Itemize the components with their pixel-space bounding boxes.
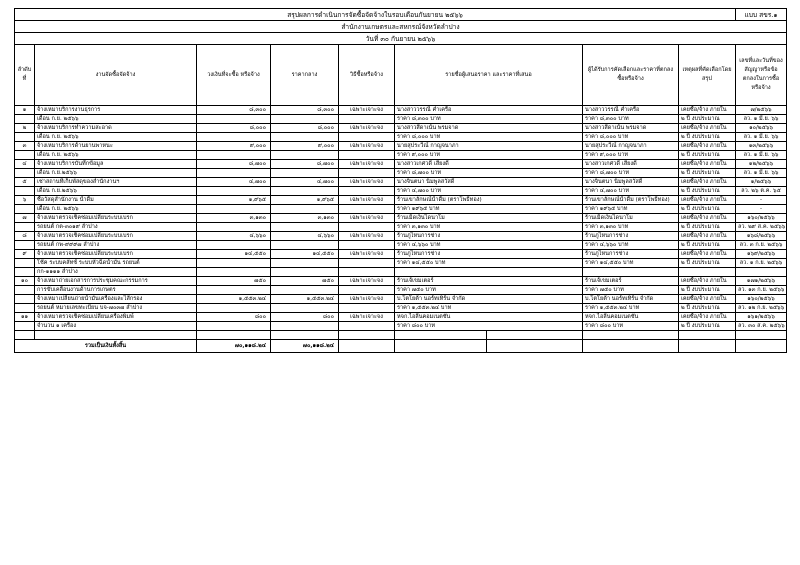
row-number: ๘	[15, 232, 35, 241]
bidder-cell: ราคา ๑,๕๕๓.๒๔ บาท	[395, 304, 583, 313]
table-row	[15, 187, 787, 196]
bidder-cell: หจก.ไอลีนคอมเนตชั่น	[395, 313, 583, 322]
median-price-cell: ๑,๕๕๓.๒๔	[271, 295, 339, 304]
median-price-cell: ๔,๗๐๐	[271, 178, 339, 187]
budget-cell: ๗๕๐	[197, 277, 271, 286]
bidder-cell: นางสาวเกศวดี เสียงดี	[395, 160, 583, 169]
blank-row	[15, 331, 787, 340]
budget-cell	[197, 187, 271, 196]
work-description: จ้างเหมาบริการทำความสะอาด	[35, 124, 197, 133]
budget-cell: ๔,๖๖๐	[197, 232, 271, 241]
budget-cell	[197, 304, 271, 313]
bidder-cell: ราคา ๘๐๐ บาท	[395, 322, 583, 331]
method-cell: เฉพาะเจาะจง	[339, 295, 395, 304]
bidder-cell: นายสุประวีณ์ กาญจนาภา	[395, 142, 583, 151]
contract-cell: ลว. ๑๒ ก.ย. ๒๕๖๖	[736, 304, 787, 313]
table-row	[15, 322, 787, 331]
reason-cell: ๒ ปี งบประมาณ	[679, 169, 736, 178]
winner-cell: ราคา ๗๕๐ บาท	[583, 286, 679, 295]
table-row	[15, 232, 787, 241]
contract-cell: -	[736, 196, 787, 205]
reason-cell: ๒ ปี งบประมาณ	[679, 304, 736, 313]
contract-cell: ๑๓/๒๕๖๖	[736, 142, 787, 151]
bidder-cell: ราคา ๑๙๖๕ บาท	[395, 205, 583, 214]
contract-cell: ๑๐/๒๕๖๖	[736, 124, 787, 133]
budget-cell: ๑,๙๖๕	[197, 196, 271, 205]
winner-cell: ราคา ๘,๓๐๐ บาท	[583, 115, 679, 124]
winner-cell: ราคา ๓,๑๓๐ บาท	[583, 223, 679, 232]
method-cell	[339, 133, 395, 142]
reason-cell: เคยซื้อ/จ้าง ภายใน	[679, 295, 736, 304]
budget-cell	[197, 322, 271, 331]
row-number: ๖	[15, 196, 35, 205]
row-number: ๑๐	[15, 277, 35, 286]
table-row	[15, 277, 787, 286]
bidder-cell: ร้านเจ้เขมเตอร์	[395, 277, 583, 286]
method-cell: เฉพาะเจาะจง	[339, 178, 395, 187]
table-row	[15, 250, 787, 259]
method-cell: เฉพาะเจาะจง	[339, 196, 395, 205]
form-code: แบบ สขร.๑	[736, 9, 787, 21]
reason-cell: เคยซื้อ/จ้าง ภายใน	[679, 178, 736, 187]
row-number	[15, 115, 35, 124]
median-price-cell: ๙,๐๐๐	[271, 142, 339, 151]
reason-cell: เคยซื้อ/จ้าง ภายใน	[679, 196, 736, 205]
table-row	[15, 241, 787, 250]
contract-cell: ๑๖๐/๒๕๖๖	[736, 295, 787, 304]
empty-cell	[15, 331, 35, 340]
empty-cell	[339, 340, 395, 353]
method-cell: เฉพาะเจาะจง	[339, 313, 395, 322]
row-number	[15, 223, 35, 232]
median-price-cell	[271, 187, 339, 196]
method-cell: เฉพาะเจาะจง	[339, 214, 395, 223]
contract-cell: ลว. ๒๙ ส.ค. ๒๕๖๖	[736, 223, 787, 232]
winner-cell: นางจินตนา นิ่มพูลสวัสดิ์	[583, 178, 679, 187]
bidder-cell: ราคา ๓,๑๓๐ บาท	[395, 223, 583, 232]
bidder-cell: นางจินตนา นิ่มพูลสวัสดิ์	[395, 178, 583, 187]
budget-cell	[197, 259, 271, 268]
bidder-cell: ราคา ๘,๗๐๐ บาท	[395, 169, 583, 178]
procurement-table	[14, 8, 787, 353]
office-name: สำนักงานเกษตรและสหกรณ์จังหวัดลำปาง	[15, 21, 787, 33]
work-description: เดือน ก.ย. ๒๕๖๖	[35, 205, 197, 214]
median-price-cell	[271, 259, 339, 268]
table-row	[15, 313, 787, 322]
winner-cell: ราคา ๘,๐๐๐ บาท	[583, 133, 679, 142]
median-price-cell	[271, 133, 339, 142]
winner-cell: นายสุประวีณ์ กาญจนาภา	[583, 142, 679, 151]
col-header-work: งานจัดซื้อจัดจ้าง	[35, 45, 197, 106]
bidder-cell: นางสาวสีดาเน้น พรมจาด	[395, 124, 583, 133]
method-cell: เฉพาะเจาะจง	[339, 250, 395, 259]
total-budget: ๗๐,๑๑๘.๒๔	[197, 340, 271, 353]
row-number: ๕	[15, 178, 35, 187]
method-cell	[339, 304, 395, 313]
total-median: ๗๐,๑๑๘.๒๔	[271, 340, 339, 353]
method-cell: เฉพาะเจาะจง	[339, 160, 395, 169]
work-description: เดือน ก.ย. ๒๕๖๖	[35, 115, 197, 124]
work-description: รถยนต์ กต-๓๐๑๙ ลำปาง	[35, 223, 197, 232]
budget-cell: ๘,๓๐๐	[197, 106, 271, 115]
work-description: จ้างเหมาตรวจเช็คซ่อมเปลี่ยนระบบเบรก	[35, 250, 197, 259]
median-price-cell: ๔,๖๖๐	[271, 232, 339, 241]
median-price-cell: ๗๕๐	[271, 277, 339, 286]
table-row	[15, 124, 787, 133]
empty-cell	[583, 331, 679, 340]
median-price-cell	[271, 205, 339, 214]
winner-cell	[583, 268, 679, 277]
median-price-cell: ๘,๗๐๐	[271, 160, 339, 169]
work-description: จ้างเหมาตรวจเช็คซ่อมเปลี่ยนระบบเบรก	[35, 214, 197, 223]
budget-cell: ๑๔,๕๕๐	[197, 250, 271, 259]
row-number: ๙	[15, 250, 35, 259]
median-price-cell	[271, 268, 339, 277]
method-cell	[339, 322, 395, 331]
work-description: รถยนต์ กพ-๙๙๙๗ ลำปาง	[35, 241, 197, 250]
contract-cell: ลว. ๑ ก.ย. ๒๕๖๖	[736, 259, 787, 268]
method-cell: เฉพาะเจาะจง	[339, 232, 395, 241]
contract-cell: ลว. ๑๓ ก.ย. ๒๕๖๖	[736, 286, 787, 295]
work-description: การขับเคลื่อนงานด้านการเกษตร	[35, 286, 197, 295]
table-row	[15, 205, 787, 214]
budget-cell	[197, 268, 271, 277]
work-description: รถยนต์ หมายเลขทะเบียน บจ-๗๐๓๗ ลำปาง	[35, 304, 197, 313]
reason-cell: ๒ ปี งบประมาณ	[679, 133, 736, 142]
row-number	[15, 286, 35, 295]
reason-cell: เคยซื้อ/จ้าง ภายใน	[679, 214, 736, 223]
winner-cell: ราคา ๑๙๖๕ บาท	[583, 205, 679, 214]
budget-cell	[197, 133, 271, 142]
table-row	[15, 169, 787, 178]
budget-cell: ๘,๐๐๐	[197, 124, 271, 133]
method-cell	[339, 286, 395, 295]
empty-cell	[736, 331, 787, 340]
contract-cell: ลว. ๑ มี.ย. ๖๖	[736, 169, 787, 178]
contract-cell: ลว. ๑ มี.ย. ๖๖	[736, 151, 787, 160]
budget-cell: ๔,๗๐๐	[197, 178, 271, 187]
method-cell	[339, 223, 395, 232]
contract-cell	[736, 268, 787, 277]
col-header-reason: เหตุผลที่คัดเลือกโดยสรุป	[679, 45, 736, 106]
empty-cell	[197, 331, 271, 340]
reason-cell: ๒ ปี งบประมาณ	[679, 187, 736, 196]
budget-cell: ๘,๗๐๐	[197, 160, 271, 169]
empty-cell	[271, 331, 339, 340]
work-description: เดือน ก.ย. ๒๕๖๖	[35, 133, 197, 142]
table-row	[15, 106, 787, 115]
work-description: จ้างเหมาตรวจเช็คซ่อมเปลี่ยนระบบเบรก	[35, 232, 197, 241]
row-number	[15, 169, 35, 178]
work-description: จำนวน ๑ เครื่อง	[35, 322, 197, 331]
empty-cell	[35, 331, 197, 340]
contract-cell: ๑๖๘/๒๕๖๖	[736, 232, 787, 241]
winner-cell: ราคา ๔,๗๐๐ บาท	[583, 187, 679, 196]
bidder-cell: ราคา ๗๕๐ บาท	[395, 286, 583, 295]
bidder-cell: บ.โตโยต้า นอร์ทเทิร์น จำกัด	[395, 295, 583, 304]
reason-cell: เคยซื้อ/จ้าง ภายใน	[679, 106, 736, 115]
work-description: เดือน ก.ย.๒๕๖๖	[35, 169, 197, 178]
procurement-summary-sheet	[14, 8, 786, 353]
col-header-winner: ผู้ได้รับการคัดเลือกและราคาที่ตกลงซื้อหรือจ้าง	[583, 45, 679, 106]
budget-cell: ๙,๐๐๐	[197, 142, 271, 151]
median-price-cell: ๓,๑๓๐	[271, 214, 339, 223]
median-price-cell	[271, 304, 339, 313]
empty-cell	[487, 340, 583, 353]
method-cell	[339, 151, 395, 160]
bidder-cell	[395, 268, 583, 277]
work-description: เช่าสถานที่เก็บพัสดุของสำนักงานฯ	[35, 178, 197, 187]
winner-cell: ราคา ๙,๐๐๐ บาท	[583, 151, 679, 160]
contract-cell: -	[736, 205, 787, 214]
reason-cell: ๒ ปี งบประมาณ	[679, 151, 736, 160]
budget-cell	[197, 286, 271, 295]
empty-cell	[339, 331, 395, 340]
table-row	[15, 295, 787, 304]
median-price-cell	[271, 241, 339, 250]
empty-cell	[736, 340, 787, 353]
table-row	[15, 259, 787, 268]
reason-cell: ๒ ปี งบประมาณ	[679, 205, 736, 214]
contract-cell: ๑/๒๕๖๖	[736, 178, 787, 187]
table-row	[15, 196, 787, 205]
bidder-cell: ราคา ๔,๗๐๐ บาท	[395, 187, 583, 196]
winner-cell: ราคา ๑๔,๕๕๐ บาท	[583, 259, 679, 268]
table-row	[15, 115, 787, 124]
reason-cell: เคยซื้อ/จ้าง ภายใน	[679, 124, 736, 133]
table-row	[15, 160, 787, 169]
method-cell: เฉพาะเจาะจง	[339, 106, 395, 115]
row-number: ๔	[15, 160, 35, 169]
row-number	[15, 304, 35, 313]
row-number	[15, 268, 35, 277]
winner-cell: หจก.ไอลีนคอมเนตชั่น	[583, 313, 679, 322]
table-row	[15, 214, 787, 223]
row-number	[15, 241, 35, 250]
median-price-cell	[271, 169, 339, 178]
contract-cell: ลว. ๑ มี.ย. ๖๖	[736, 133, 787, 142]
reason-cell: เคยซื้อ/จ้าง ภายใน	[679, 142, 736, 151]
col-header-bidders: รายชื่อผู้เสนอราคา และราคาที่เสนอ	[395, 45, 583, 106]
median-price-cell	[271, 151, 339, 160]
col-header-budget: วงเงินที่จะซื้อ หรือจ้าง	[197, 45, 271, 106]
col-header-method: วิธีซื้อหรือจ้าง	[339, 45, 395, 106]
reason-cell: ๒ ปี งบประมาณ	[679, 322, 736, 331]
row-number	[15, 322, 35, 331]
empty-cell	[583, 340, 679, 353]
bidder-cell: ราคา ๘,๓๐๐ บาท	[395, 115, 583, 124]
method-cell	[339, 205, 395, 214]
winner-cell: ร้านเขาลักษณ์น้ำดื่ม (ตราโพธิ์ทอง)	[583, 196, 679, 205]
work-description: กก-๑๑๑๑ ลำปาง	[35, 268, 197, 277]
col-header-median: ราคากลาง	[271, 45, 339, 106]
row-number	[15, 259, 35, 268]
reason-cell: ๒ ปี งบประมาณ	[679, 286, 736, 295]
contract-cell: ๑๖๐/๒๕๖๖	[736, 214, 787, 223]
winner-cell: ร้านเม็ดเงินไดนาโม	[583, 214, 679, 223]
budget-cell	[197, 223, 271, 232]
bidder-cell: ราคา ๙,๐๐๐ บาท	[395, 151, 583, 160]
winner-cell: นางสาววรรณี คำเครือ	[583, 106, 679, 115]
row-number	[15, 187, 35, 196]
empty-cell	[395, 331, 487, 340]
method-cell: เฉพาะเจาะจง	[339, 277, 395, 286]
budget-cell	[197, 241, 271, 250]
col-header-contract: เลขที่และวันที่ของสัญญาหรือข้อตกลงในการซื้อหรือจ้าง	[736, 45, 787, 106]
contract-cell: ๑๖๙/๒๕๖๖	[736, 250, 787, 259]
budget-cell	[197, 205, 271, 214]
contract-cell: ลว. ๓ ก.ย. ๒๕๖๖	[736, 241, 787, 250]
report-title: สรุปผลการดำเนินการจัดซื้อจัดจ้างในรอบเดือนกันยายน ๒๕๖๖	[15, 9, 736, 21]
method-cell	[339, 115, 395, 124]
bidder-cell: ร้านภูไหนการช่าง	[395, 232, 583, 241]
reason-cell: เคยซื้อ/จ้าง ภายใน	[679, 277, 736, 286]
method-cell	[339, 241, 395, 250]
reason-cell: เคยซื้อ/จ้าง ภายใน	[679, 160, 736, 169]
empty-cell	[487, 331, 583, 340]
median-price-cell	[271, 223, 339, 232]
bidder-cell: ร้านภูไหนการช่าง	[395, 250, 583, 259]
contract-cell: ๑๖๑/๒๕๖๖	[736, 313, 787, 322]
budget-cell: ๘๐๐	[197, 313, 271, 322]
budget-cell: ๓,๑๓๐	[197, 214, 271, 223]
work-description: จ้างเหมาตรวจเช็คซ่อมเปลี่ยนเครื่องพิมพ์	[35, 313, 197, 322]
reason-cell: ๒ ปี งบประมาณ	[679, 259, 736, 268]
contract-cell: ๗/๒๕๖๖	[736, 106, 787, 115]
work-description: โช้ค ระบบคลัทช์ ระบบหัวฉีดน้ำมัน รถยนต์	[35, 259, 197, 268]
work-description: ซื้อวัสดุสำนักงาน น้ำดื่ม	[35, 196, 197, 205]
empty-cell	[679, 331, 736, 340]
median-price-cell: ๘,๐๐๐	[271, 124, 339, 133]
table-row	[15, 133, 787, 142]
bidder-cell: นางสาววรรณี คำเครือ	[395, 106, 583, 115]
winner-cell: ร้านภูไหนการช่าง	[583, 250, 679, 259]
method-cell: เฉพาะเจาะจง	[339, 124, 395, 133]
work-description: เดือน ก.ย.๒๕๖๖	[35, 187, 197, 196]
contract-cell: ลว. ๑ มี.ย. ๖๖	[736, 115, 787, 124]
row-number	[15, 133, 35, 142]
bidder-cell: ร้านเขาลักษณ์น้ำดื่ม (ตราโพธิ์ทอง)	[395, 196, 583, 205]
reason-cell: เคยซื้อ/จ้าง ภายใน	[679, 313, 736, 322]
work-description: เดือน ก.ย. ๒๕๖๖	[35, 151, 197, 160]
winner-cell: บ.โตโยต้า นอร์ทเทิร์น จำกัด	[583, 295, 679, 304]
contract-cell: ๑๗๑/๒๕๖๖	[736, 277, 787, 286]
table-row	[15, 286, 787, 295]
reason-cell	[679, 268, 736, 277]
median-price-cell	[271, 322, 339, 331]
row-number: ๑	[15, 106, 35, 115]
contract-cell: ลว. ๓๐ ส.ค. ๒๕๖๖	[736, 322, 787, 331]
bidder-cell: ราคา ๔,๖๖๐ บาท	[395, 241, 583, 250]
reason-cell: ๒ ปี งบประมาณ	[679, 115, 736, 124]
row-number	[15, 151, 35, 160]
winner-cell: ราคา ๑,๕๕๓.๒๔ บาท	[583, 304, 679, 313]
winner-cell: นางสาวสีดาเน้น พรมจาด	[583, 124, 679, 133]
method-cell	[339, 259, 395, 268]
table-row	[15, 178, 787, 187]
method-cell	[339, 268, 395, 277]
median-price-cell	[271, 286, 339, 295]
contract-cell: ๑๒/๒๕๖๖	[736, 160, 787, 169]
median-price-cell	[271, 115, 339, 124]
method-cell	[339, 187, 395, 196]
work-description: จ้างเหมาบริการด้านยานพาหนะ	[35, 142, 197, 151]
row-number: ๗	[15, 214, 35, 223]
method-cell: เฉพาะเจาะจง	[339, 142, 395, 151]
bidder-cell: ร้านเม็ดเงินไดนาโม	[395, 214, 583, 223]
work-description: จ้างเหมาบริการงานธุรการ	[35, 106, 197, 115]
bidder-cell: ราคา ๑๔,๕๕๐ บาท	[395, 259, 583, 268]
total-label: รวมเป็นเงินทั้งสิ้น	[15, 340, 197, 353]
table-row	[15, 151, 787, 160]
winner-cell: ราคา ๘๐๐ บาท	[583, 322, 679, 331]
winner-cell: ราคา ๘,๗๐๐ บาท	[583, 169, 679, 178]
median-price-cell: ๘๐๐	[271, 313, 339, 322]
row-number: ๑๑	[15, 313, 35, 322]
table-row	[15, 142, 787, 151]
empty-cell	[679, 340, 736, 353]
contract-cell: ลว. ๒๖ ต.ค. ๖๕	[736, 187, 787, 196]
col-header-no: ลำดับที่	[15, 45, 35, 106]
budget-cell	[197, 151, 271, 160]
median-price-cell: ๘,๓๐๐	[271, 106, 339, 115]
budget-cell	[197, 169, 271, 178]
reason-cell: เคยซื้อ/จ้าง ภายใน	[679, 232, 736, 241]
row-number	[15, 205, 35, 214]
method-cell	[339, 169, 395, 178]
winner-cell: ราคา ๔,๖๖๐ บาท	[583, 241, 679, 250]
work-description: จ้างเหมาถ่ายเอกสารการประชุมคณะกรรมการ	[35, 277, 197, 286]
total-row	[15, 340, 787, 353]
table-row	[15, 268, 787, 277]
report-date: วันที่ ๓๐ กันยายน ๒๕๖๖	[15, 33, 787, 45]
row-number: ๓	[15, 142, 35, 151]
work-description: จ้างเหมาบริการบันทึกข้อมูล	[35, 160, 197, 169]
reason-cell: ๒ ปี งบประมาณ	[679, 241, 736, 250]
table-row	[15, 304, 787, 313]
work-description: จ้างเหมาเปลี่ยนถ่ายน้ำมันเครื่องและไส้กรอง	[35, 295, 197, 304]
median-price-cell: ๑,๙๖๕	[271, 196, 339, 205]
median-price-cell: ๑๔,๕๕๐	[271, 250, 339, 259]
budget-cell	[197, 115, 271, 124]
table-row	[15, 223, 787, 232]
reason-cell: ๒ ปี งบประมาณ	[679, 223, 736, 232]
winner-cell: นางสาวเกศวดี เสียงดี	[583, 160, 679, 169]
row-number	[15, 295, 35, 304]
winner-cell: ร้านภูไหนการช่าง	[583, 232, 679, 241]
empty-cell	[395, 340, 487, 353]
reason-cell: เคยซื้อ/จ้าง ภายใน	[679, 250, 736, 259]
budget-cell: ๑,๕๕๓.๒๔	[197, 295, 271, 304]
bidder-cell: ราคา ๘,๐๐๐ บาท	[395, 133, 583, 142]
winner-cell: ร้านเจ้เขมเตอร์	[583, 277, 679, 286]
row-number: ๒	[15, 124, 35, 133]
